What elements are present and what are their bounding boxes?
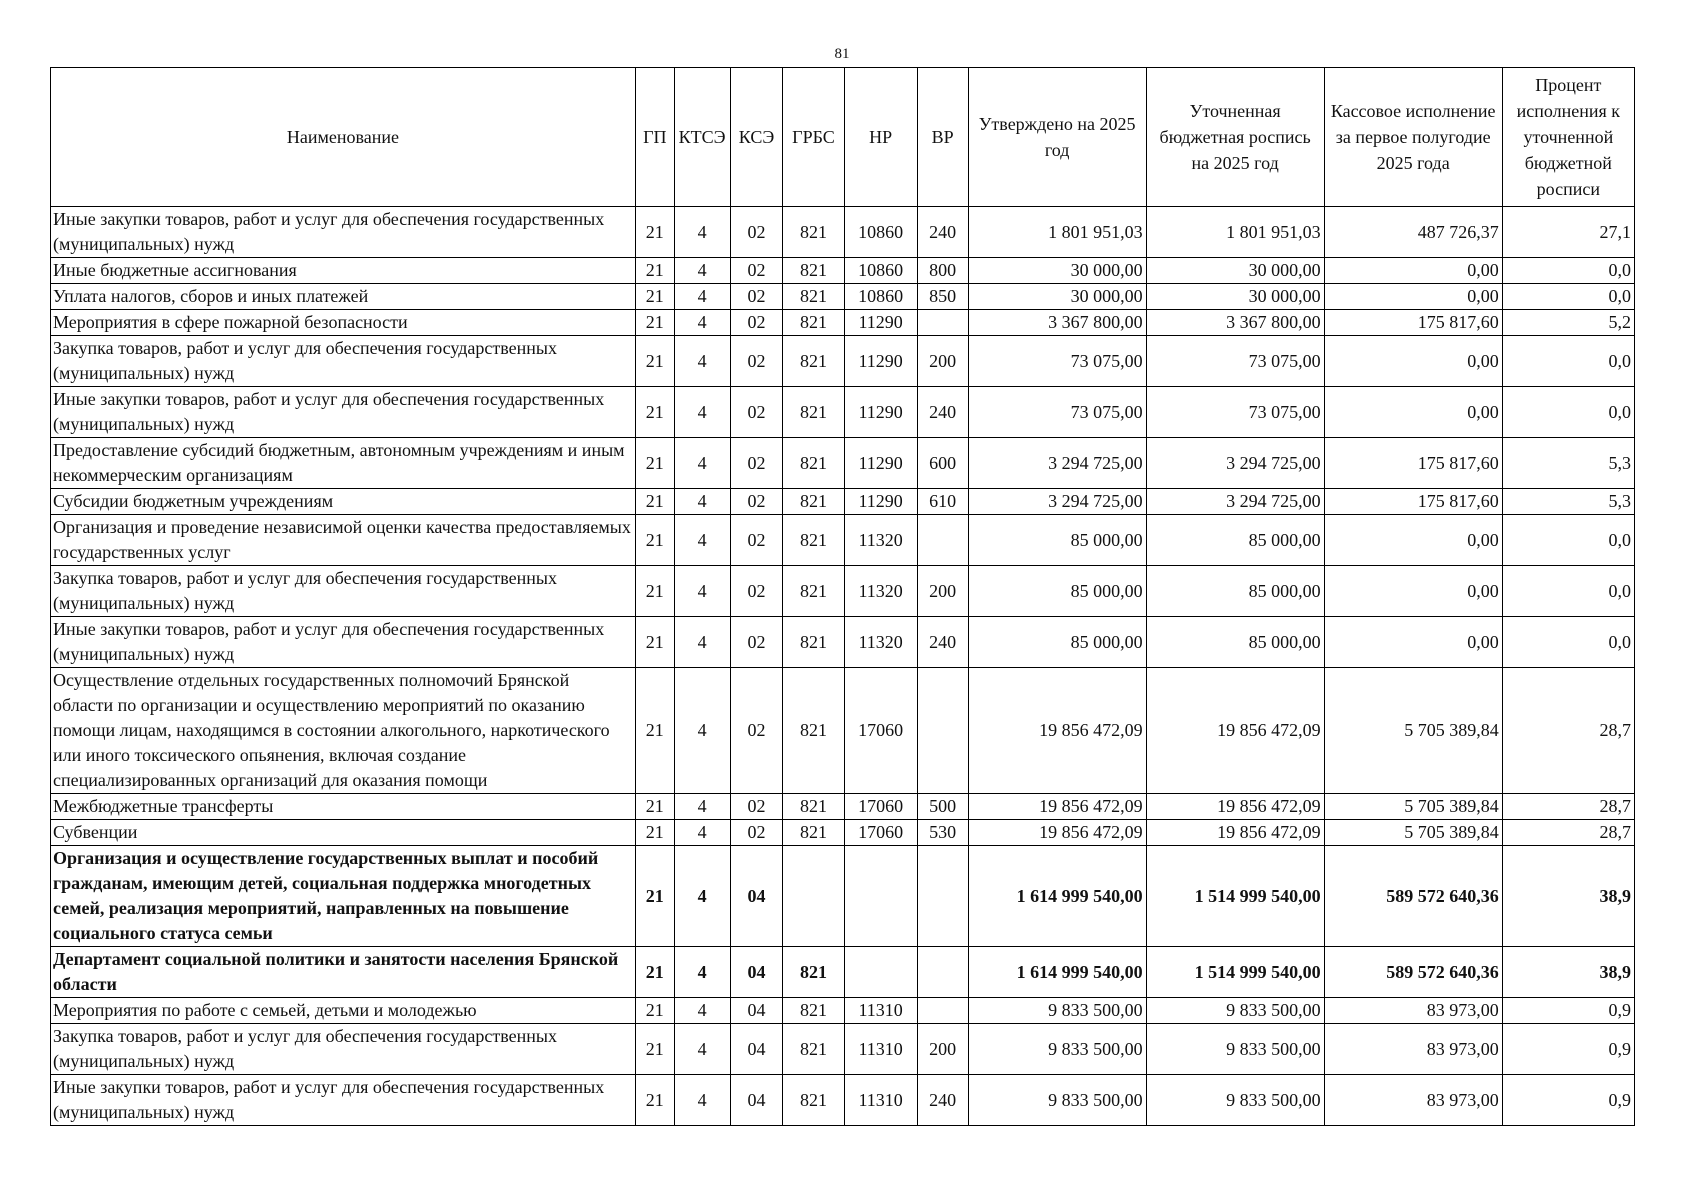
cell-ktse: 4 bbox=[674, 438, 730, 489]
cell-vr: 600 bbox=[917, 438, 968, 489]
cell-approved: 9 833 500,00 bbox=[968, 1075, 1146, 1126]
cell-ktse: 4 bbox=[674, 515, 730, 566]
cell-ktse: 4 bbox=[674, 820, 730, 846]
cell-grbs: 821 bbox=[783, 438, 844, 489]
cell-vr bbox=[917, 310, 968, 336]
cell-percent: 5,3 bbox=[1502, 438, 1634, 489]
cell-refined: 30 000,00 bbox=[1146, 258, 1324, 284]
cell-vr: 500 bbox=[917, 794, 968, 820]
header-grbs: ГРБС bbox=[783, 68, 844, 207]
cell-percent: 5,3 bbox=[1502, 489, 1634, 515]
cell-nr: 10860 bbox=[844, 207, 917, 258]
cell-name: Предоставление субсидий бюджетным, автономным учреждениям и иным некоммерческим организациям bbox=[51, 438, 636, 489]
cell-percent: 27,1 bbox=[1502, 207, 1634, 258]
cell-grbs: 821 bbox=[783, 947, 844, 998]
cell-cash: 0,00 bbox=[1324, 617, 1502, 668]
cell-grbs bbox=[783, 846, 844, 947]
cell-grbs: 821 bbox=[783, 207, 844, 258]
cell-cash: 0,00 bbox=[1324, 566, 1502, 617]
cell-ktse: 4 bbox=[674, 258, 730, 284]
cell-refined: 9 833 500,00 bbox=[1146, 1024, 1324, 1075]
cell-percent: 0,9 bbox=[1502, 998, 1634, 1024]
cell-refined: 85 000,00 bbox=[1146, 617, 1324, 668]
cell-approved: 1 614 999 540,00 bbox=[968, 947, 1146, 998]
cell-grbs: 821 bbox=[783, 668, 844, 794]
cell-kse: 02 bbox=[730, 387, 783, 438]
cell-ktse: 4 bbox=[674, 336, 730, 387]
cell-vr bbox=[917, 668, 968, 794]
cell-approved: 85 000,00 bbox=[968, 617, 1146, 668]
cell-gp: 21 bbox=[635, 846, 674, 947]
cell-cash: 0,00 bbox=[1324, 284, 1502, 310]
cell-percent: 0,0 bbox=[1502, 336, 1634, 387]
cell-gp: 21 bbox=[635, 794, 674, 820]
page-number: 81 bbox=[834, 46, 850, 62]
cell-nr: 11320 bbox=[844, 566, 917, 617]
cell-cash: 589 572 640,36 bbox=[1324, 947, 1502, 998]
header-nr: НР bbox=[844, 68, 917, 207]
cell-cash: 83 973,00 bbox=[1324, 998, 1502, 1024]
cell-refined: 1 801 951,03 bbox=[1146, 207, 1324, 258]
table-row bbox=[51, 668, 1635, 794]
cell-gp: 21 bbox=[635, 1075, 674, 1126]
cell-nr: 10860 bbox=[844, 284, 917, 310]
cell-ktse: 4 bbox=[674, 489, 730, 515]
cell-kse: 02 bbox=[730, 258, 783, 284]
cell-approved: 73 075,00 bbox=[968, 336, 1146, 387]
cell-cash: 175 817,60 bbox=[1324, 310, 1502, 336]
table-row bbox=[51, 489, 1635, 515]
table-header-row bbox=[51, 68, 1635, 207]
cell-vr: 240 bbox=[917, 387, 968, 438]
cell-ktse: 4 bbox=[674, 794, 730, 820]
table-row bbox=[51, 258, 1635, 284]
cell-grbs: 821 bbox=[783, 794, 844, 820]
cell-grbs: 821 bbox=[783, 1024, 844, 1075]
cell-gp: 21 bbox=[635, 998, 674, 1024]
cell-nr: 11310 bbox=[844, 998, 917, 1024]
cell-gp: 21 bbox=[635, 387, 674, 438]
cell-ktse: 4 bbox=[674, 668, 730, 794]
cell-name: Иные закупки товаров, работ и услуг для обеспечения государственных (муниципальных) нужд bbox=[51, 387, 636, 438]
table-row bbox=[51, 846, 1635, 947]
cell-refined: 73 075,00 bbox=[1146, 387, 1324, 438]
cell-percent: 0,0 bbox=[1502, 258, 1634, 284]
cell-vr: 850 bbox=[917, 284, 968, 310]
cell-nr: 11290 bbox=[844, 438, 917, 489]
cell-percent: 0,0 bbox=[1502, 515, 1634, 566]
cell-refined: 3 294 725,00 bbox=[1146, 489, 1324, 515]
cell-name: Иные закупки товаров, работ и услуг для обеспечения государственных (муниципальных) нужд bbox=[51, 1075, 636, 1126]
cell-cash: 0,00 bbox=[1324, 336, 1502, 387]
cell-nr: 17060 bbox=[844, 794, 917, 820]
cell-vr: 610 bbox=[917, 489, 968, 515]
cell-gp: 21 bbox=[635, 438, 674, 489]
cell-gp: 21 bbox=[635, 617, 674, 668]
cell-gp: 21 bbox=[635, 284, 674, 310]
cell-name: Организация и осуществление государственных выплат и пособий гражданам, имеющим детей, социальная поддержка многодетных семей, реализация мероприятий, направленных на повышение социального статуса семьи bbox=[51, 846, 636, 947]
cell-cash: 589 572 640,36 bbox=[1324, 846, 1502, 947]
budget-table bbox=[50, 67, 1635, 1126]
cell-kse: 02 bbox=[730, 820, 783, 846]
cell-name: Закупка товаров, работ и услуг для обеспечения государственных (муниципальных) нужд bbox=[51, 566, 636, 617]
table-row bbox=[51, 515, 1635, 566]
cell-kse: 04 bbox=[730, 947, 783, 998]
cell-approved: 30 000,00 bbox=[968, 258, 1146, 284]
cell-gp: 21 bbox=[635, 515, 674, 566]
cell-approved: 73 075,00 bbox=[968, 387, 1146, 438]
cell-kse: 02 bbox=[730, 284, 783, 310]
cell-nr bbox=[844, 846, 917, 947]
cell-cash: 83 973,00 bbox=[1324, 1075, 1502, 1126]
cell-vr: 800 bbox=[917, 258, 968, 284]
cell-gp: 21 bbox=[635, 258, 674, 284]
cell-refined: 3 367 800,00 bbox=[1146, 310, 1324, 336]
cell-grbs: 821 bbox=[783, 336, 844, 387]
cell-grbs: 821 bbox=[783, 284, 844, 310]
cell-vr: 240 bbox=[917, 1075, 968, 1126]
cell-nr: 11290 bbox=[844, 387, 917, 438]
cell-approved: 9 833 500,00 bbox=[968, 998, 1146, 1024]
cell-vr: 240 bbox=[917, 207, 968, 258]
cell-refined: 9 833 500,00 bbox=[1146, 1075, 1324, 1126]
cell-kse: 04 bbox=[730, 846, 783, 947]
header-refined: Уточненная бюджетная роспись на 2025 год bbox=[1146, 68, 1324, 207]
cell-grbs: 821 bbox=[783, 820, 844, 846]
cell-cash: 0,00 bbox=[1324, 258, 1502, 284]
header-gp: ГП bbox=[635, 68, 674, 207]
cell-approved: 3 294 725,00 bbox=[968, 489, 1146, 515]
cell-name: Межбюджетные трансферты bbox=[51, 794, 636, 820]
cell-name: Субвенции bbox=[51, 820, 636, 846]
cell-percent: 0,0 bbox=[1502, 617, 1634, 668]
table-row bbox=[51, 310, 1635, 336]
cell-cash: 5 705 389,84 bbox=[1324, 820, 1502, 846]
cell-approved: 85 000,00 bbox=[968, 566, 1146, 617]
header-vr: ВР bbox=[917, 68, 968, 207]
cell-nr: 11310 bbox=[844, 1075, 917, 1126]
cell-gp: 21 bbox=[635, 820, 674, 846]
cell-name: Мероприятия в сфере пожарной безопасности bbox=[51, 310, 636, 336]
cell-ktse: 4 bbox=[674, 1024, 730, 1075]
cell-approved: 1 614 999 540,00 bbox=[968, 846, 1146, 947]
cell-name: Закупка товаров, работ и услуг для обеспечения государственных (муниципальных) нужд bbox=[51, 336, 636, 387]
cell-grbs: 821 bbox=[783, 310, 844, 336]
cell-cash: 0,00 bbox=[1324, 515, 1502, 566]
cell-nr: 11290 bbox=[844, 336, 917, 387]
cell-cash: 175 817,60 bbox=[1324, 489, 1502, 515]
cell-grbs: 821 bbox=[783, 258, 844, 284]
cell-percent: 0,9 bbox=[1502, 1024, 1634, 1075]
cell-grbs: 821 bbox=[783, 617, 844, 668]
cell-kse: 04 bbox=[730, 998, 783, 1024]
cell-refined: 85 000,00 bbox=[1146, 566, 1324, 617]
cell-gp: 21 bbox=[635, 1024, 674, 1075]
table-row bbox=[51, 438, 1635, 489]
header-ktse: КТСЭ bbox=[674, 68, 730, 207]
cell-approved: 1 801 951,03 bbox=[968, 207, 1146, 258]
cell-grbs: 821 bbox=[783, 998, 844, 1024]
cell-refined: 73 075,00 bbox=[1146, 336, 1324, 387]
header-kse: КСЭ bbox=[730, 68, 783, 207]
cell-name: Организация и проведение независимой оценки качества предоставляемых государственных услуг bbox=[51, 515, 636, 566]
cell-ktse: 4 bbox=[674, 998, 730, 1024]
cell-kse: 04 bbox=[730, 1024, 783, 1075]
cell-refined: 85 000,00 bbox=[1146, 515, 1324, 566]
cell-approved: 3 294 725,00 bbox=[968, 438, 1146, 489]
cell-ktse: 4 bbox=[674, 566, 730, 617]
cell-approved: 19 856 472,09 bbox=[968, 820, 1146, 846]
cell-cash: 5 705 389,84 bbox=[1324, 668, 1502, 794]
cell-name: Иные закупки товаров, работ и услуг для обеспечения государственных (муниципальных) нужд bbox=[51, 617, 636, 668]
cell-approved: 30 000,00 bbox=[968, 284, 1146, 310]
cell-nr: 17060 bbox=[844, 668, 917, 794]
cell-percent: 0,0 bbox=[1502, 284, 1634, 310]
cell-kse: 02 bbox=[730, 515, 783, 566]
cell-name: Иные закупки товаров, работ и услуг для обеспечения государственных (муниципальных) нужд bbox=[51, 207, 636, 258]
cell-name: Департамент социальной политики и занятости населения Брянской области bbox=[51, 947, 636, 998]
cell-refined: 1 514 999 540,00 bbox=[1146, 947, 1324, 998]
cell-cash: 83 973,00 bbox=[1324, 1024, 1502, 1075]
cell-percent: 28,7 bbox=[1502, 794, 1634, 820]
table-row bbox=[51, 284, 1635, 310]
cell-name: Субсидии бюджетным учреждениям bbox=[51, 489, 636, 515]
cell-cash: 0,00 bbox=[1324, 387, 1502, 438]
cell-kse: 02 bbox=[730, 566, 783, 617]
table-row bbox=[51, 947, 1635, 998]
cell-gp: 21 bbox=[635, 668, 674, 794]
cell-nr: 11320 bbox=[844, 617, 917, 668]
cell-nr: 11310 bbox=[844, 1024, 917, 1075]
cell-nr: 11320 bbox=[844, 515, 917, 566]
cell-kse: 02 bbox=[730, 207, 783, 258]
cell-percent: 5,2 bbox=[1502, 310, 1634, 336]
cell-refined: 19 856 472,09 bbox=[1146, 820, 1324, 846]
cell-vr: 530 bbox=[917, 820, 968, 846]
header-name: Наименование bbox=[51, 68, 636, 207]
cell-ktse: 4 bbox=[674, 617, 730, 668]
cell-kse: 02 bbox=[730, 794, 783, 820]
cell-refined: 30 000,00 bbox=[1146, 284, 1324, 310]
cell-kse: 02 bbox=[730, 668, 783, 794]
table-row bbox=[51, 794, 1635, 820]
cell-kse: 02 bbox=[730, 438, 783, 489]
cell-kse: 02 bbox=[730, 489, 783, 515]
cell-gp: 21 bbox=[635, 489, 674, 515]
cell-name: Уплата налогов, сборов и иных платежей bbox=[51, 284, 636, 310]
cell-vr: 200 bbox=[917, 566, 968, 617]
cell-nr: 10860 bbox=[844, 258, 917, 284]
table-row bbox=[51, 1024, 1635, 1075]
cell-percent: 28,7 bbox=[1502, 668, 1634, 794]
cell-ktse: 4 bbox=[674, 846, 730, 947]
cell-kse: 02 bbox=[730, 310, 783, 336]
cell-vr: 240 bbox=[917, 617, 968, 668]
cell-name: Осуществление отдельных государственных полномочий Брянской области по организации и осуществлению мероприятий по оказанию помощи лицам, находящимся в состоянии алкогольного, наркотического или иного токсического опьянения, включая создание специализированных организаций для оказания помощи bbox=[51, 668, 636, 794]
cell-refined: 3 294 725,00 bbox=[1146, 438, 1324, 489]
cell-vr bbox=[917, 998, 968, 1024]
table-row bbox=[51, 387, 1635, 438]
cell-nr: 11290 bbox=[844, 489, 917, 515]
cell-grbs: 821 bbox=[783, 566, 844, 617]
cell-refined: 19 856 472,09 bbox=[1146, 794, 1324, 820]
cell-vr bbox=[917, 515, 968, 566]
cell-kse: 02 bbox=[730, 617, 783, 668]
cell-nr: 17060 bbox=[844, 820, 917, 846]
cell-refined: 1 514 999 540,00 bbox=[1146, 846, 1324, 947]
cell-cash: 487 726,37 bbox=[1324, 207, 1502, 258]
cell-name: Закупка товаров, работ и услуг для обеспечения государственных (муниципальных) нужд bbox=[51, 1024, 636, 1075]
cell-ktse: 4 bbox=[674, 310, 730, 336]
cell-grbs: 821 bbox=[783, 515, 844, 566]
cell-percent: 0,9 bbox=[1502, 1075, 1634, 1126]
cell-grbs: 821 bbox=[783, 489, 844, 515]
cell-vr bbox=[917, 947, 968, 998]
cell-percent: 0,0 bbox=[1502, 566, 1634, 617]
header-cash: Кассовое исполнение за первое полугодие 2025 года bbox=[1324, 68, 1502, 207]
table-row bbox=[51, 336, 1635, 387]
cell-ktse: 4 bbox=[674, 207, 730, 258]
cell-refined: 9 833 500,00 bbox=[1146, 998, 1324, 1024]
cell-grbs: 821 bbox=[783, 387, 844, 438]
cell-ktse: 4 bbox=[674, 387, 730, 438]
cell-approved: 19 856 472,09 bbox=[968, 794, 1146, 820]
cell-cash: 5 705 389,84 bbox=[1324, 794, 1502, 820]
cell-percent: 38,9 bbox=[1502, 947, 1634, 998]
cell-approved: 9 833 500,00 bbox=[968, 1024, 1146, 1075]
cell-cash: 175 817,60 bbox=[1324, 438, 1502, 489]
cell-kse: 02 bbox=[730, 336, 783, 387]
cell-vr: 200 bbox=[917, 336, 968, 387]
cell-gp: 21 bbox=[635, 336, 674, 387]
cell-vr bbox=[917, 846, 968, 947]
cell-ktse: 4 bbox=[674, 1075, 730, 1126]
cell-vr: 200 bbox=[917, 1024, 968, 1075]
cell-name: Мероприятия по работе с семьей, детьми и молодежью bbox=[51, 998, 636, 1024]
cell-ktse: 4 bbox=[674, 284, 730, 310]
cell-name: Иные бюджетные ассигнования bbox=[51, 258, 636, 284]
cell-approved: 85 000,00 bbox=[968, 515, 1146, 566]
cell-refined: 19 856 472,09 bbox=[1146, 668, 1324, 794]
cell-percent: 0,0 bbox=[1502, 387, 1634, 438]
cell-gp: 21 bbox=[635, 947, 674, 998]
cell-nr bbox=[844, 947, 917, 998]
cell-gp: 21 bbox=[635, 310, 674, 336]
cell-gp: 21 bbox=[635, 566, 674, 617]
cell-grbs: 821 bbox=[783, 1075, 844, 1126]
cell-gp: 21 bbox=[635, 207, 674, 258]
table-row bbox=[51, 1075, 1635, 1126]
table-row bbox=[51, 207, 1635, 258]
cell-approved: 19 856 472,09 bbox=[968, 668, 1146, 794]
header-approved: Утверждено на 2025 год bbox=[968, 68, 1146, 207]
cell-ktse: 4 bbox=[674, 947, 730, 998]
header-percent: Процент исполнения к уточненной бюджетной росписи bbox=[1502, 68, 1634, 207]
table-row bbox=[51, 566, 1635, 617]
cell-approved: 3 367 800,00 bbox=[968, 310, 1146, 336]
table-row bbox=[51, 820, 1635, 846]
cell-percent: 28,7 bbox=[1502, 820, 1634, 846]
table-row bbox=[51, 617, 1635, 668]
table-row bbox=[51, 998, 1635, 1024]
cell-nr: 11290 bbox=[844, 310, 917, 336]
cell-percent: 38,9 bbox=[1502, 846, 1634, 947]
cell-kse: 04 bbox=[730, 1075, 783, 1126]
